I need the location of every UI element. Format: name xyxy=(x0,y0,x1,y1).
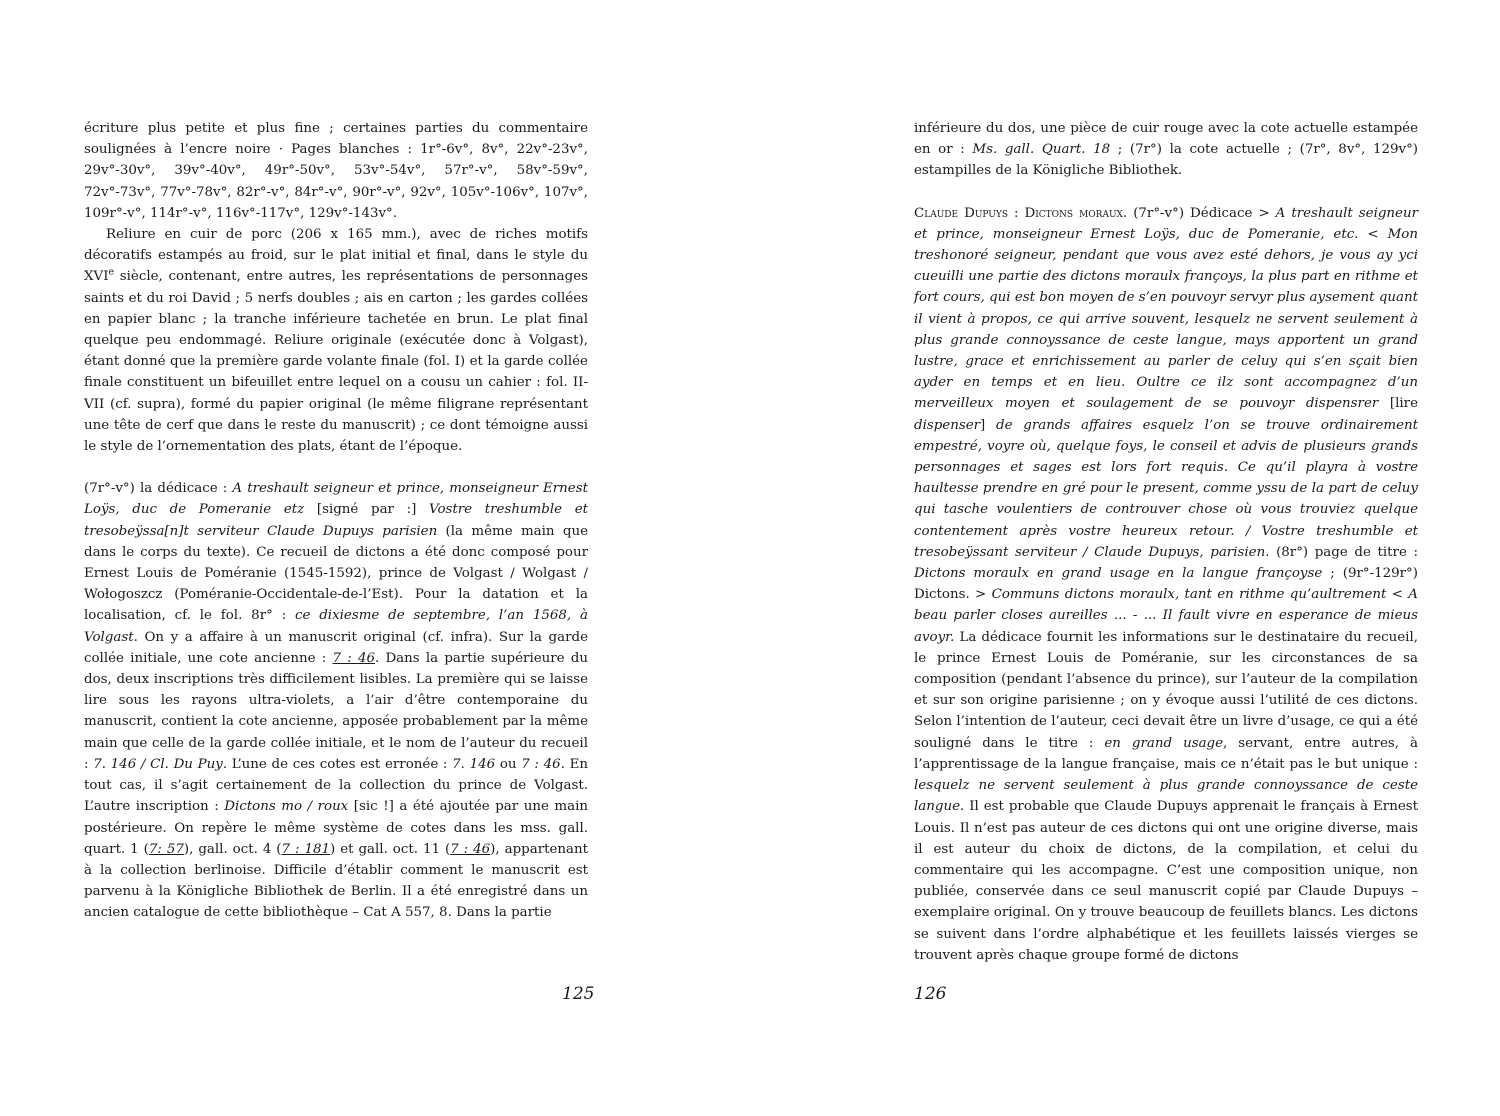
text-run: (7r°-v°) la dédicace : xyxy=(84,481,233,497)
text-run: ; (9r°-129r°) Dictons. xyxy=(914,566,1418,603)
text-run: . Il est probable que Claude Dupuys apprenait le français à Ernest Louis. Il n’est pas auteur de ces dictons qui ont une origine diverse, mais il est auteur du choix de dictons, de la compilation, et celui du commentaire qui les accompagne. C’est une composition unique, non publiée, conservée dans ce seul manuscrit copié par Claude Dupuys – exemplaire original. On y trouve beaucoup de feuillets blancs. Les dictons se suivent dans l’ordre alphabétique et les feuillets laissés vierges se trouvent après chaque groupe formé de dictons xyxy=(914,799,1418,963)
italic-quote: lesquelz ne servent seulement à plus grande connoyssance de ceste langue xyxy=(914,778,1418,815)
text-run: . L’une de ces cotes est erronée : xyxy=(222,756,453,772)
page-number-left: 125 xyxy=(562,984,595,1004)
right-page-body xyxy=(914,118,1418,966)
text-run: ] xyxy=(980,417,997,433)
text-run: . Dans la partie supérieure du dos, deux inscriptions très difficilement lisibles. La première qui se laisse lire sous les rayons ultra-violets, a l’air d’être contemporaine du manuscrit, contient la cote ancienne, apposée probablement par la même main que celle de la garde collée initiale, et le nom de l’auteur du recueil : xyxy=(84,650,589,772)
underlined-shelfmark: 7 : 46 xyxy=(332,650,375,666)
text-run: écriture plus petite et plus fine ; certaines parties du commentaire soulignées à l’encre noire · Pages blanches : 1r°-6v°, 8v°, 22v°-23v°, 29v°-30v°, 39v°-40v°, 49r°-50v°, 53v°-54v°, 57r°-v°, 58v°-59v°, 72v°-73v°, 77v°-78v°, 82r°-v°, 84r°-v°, 90r°-v°, 92v°, 105v°-106v°, 107v°, 109r°-v°, 114r°-v°, 116v°-117v°, 129v°-143v°. xyxy=(84,121,588,221)
text-run: (8r°) page de titre : xyxy=(1269,544,1418,560)
text-run: . On y a affaire à un manuscrit original (cf. infra). Sur la garde collée initiale, une cote ancienne : xyxy=(84,629,588,666)
paragraph-binding xyxy=(84,224,588,457)
text-run: ) et gall. oct. 11 ( xyxy=(330,841,451,857)
text-run: , servant, entre autres, à l’apprentissage de la langue française, mais ce n’était pas le but unique : xyxy=(914,735,1418,772)
italic-quote: ce dixiesme de septembre, l’an 1568, à Volgast xyxy=(84,608,588,645)
section-heading: Claude Dupuys : Dictons moraux. xyxy=(914,205,1128,221)
text-run: inférieure du dos, une pièce de cuir rouge avec la cote actuelle estampée en or : xyxy=(914,121,1418,158)
text-run: Reliure en cuir de porc (206 x 165 mm.), avec de riches motifs décoratifs estampés au froid, sur le plat initial et final, dans le style du XVI xyxy=(84,227,588,285)
italic-quote: 7 : 46 xyxy=(521,756,561,772)
paragraph-shelfmark xyxy=(914,118,1418,182)
text-run: (7r°-v°) Dédicace xyxy=(1127,205,1259,221)
text-run: [sic !] a été ajoutée par une main postérieure. On repère le même système de cotes dans les mss. gall. quart. 1 ( xyxy=(84,799,588,857)
left-page-body xyxy=(84,118,588,924)
underlined-shelfmark: 7: 57 xyxy=(148,841,184,857)
text-run: ou xyxy=(495,756,522,772)
italic-quote: 7. 146 / Cl. Du Puy xyxy=(93,756,223,772)
page-number-right: 126 xyxy=(914,984,947,1004)
superscript: e xyxy=(108,266,115,278)
text-run: ; (7r°) la cote actuelle ; (7r°, 8v°, 129v°) estampilles de la Königliche Bibliothek. xyxy=(914,142,1419,179)
italic-quote: Dictons moraulx en grand usage en la langue françoyse xyxy=(914,566,1323,582)
italic-quote: dispenser xyxy=(914,417,981,433)
underlined-shelfmark: 7 : 46 xyxy=(450,841,491,857)
text-run: La dédicace fournit les informations sur le destinataire du recueil, le prince Ernest Louis de Poméranie, sur les circonstances de sa composition (pendant l’absence du prince), sur l’auteur de la compilation et sur son origine parisienne ; on y évoque aussi l’utilité de ces dictons. Selon l’intention de l’auteur, ceci devait être un livre d’usage, ce qui a été souligné dans le titre : xyxy=(914,629,1418,751)
text-run: . En tout cas, il s’agit certainement de la collection du prince de Volgast. L’autre inscription : xyxy=(84,756,588,815)
italic-quote: en grand usage xyxy=(1104,735,1224,751)
paragraph-content xyxy=(914,203,1418,966)
italic-quote: Dictons mo / roux xyxy=(224,799,349,815)
italic-quote: 7. 146 xyxy=(452,756,496,772)
italic-quote: A treshault seigneur et prince, monseigneur Ernest Loÿs, duc de Pomeranie etz xyxy=(84,481,588,518)
text-run: siècle, contenant, entre autres, les représentations de personnages saints et du roi David ; 5 nerfs doubles ; ais en carton ; les gardes collées en papier blanc ; la tranche inférieure tachetée en brun. Le plat final quelque peu endommagé. Reliure originale (exécutée donc à Volgast), étant donné que la première garde volante finale (fol. I) et la garde collée finale constituent un bifeuillet entre lequel on a cousu un cahier : fol. II-VII (cf. supra), formé du papier original (le même filigrane représentant une tête de cerf que dans le reste du manuscrit) ; ce dont témoigne aussi le style de l’ornementation des plats, étant de l’époque. xyxy=(84,269,588,455)
italic-quote: Vostre treshumble et tresobeÿssa[n]t serviteur Claude Dupuys parisien xyxy=(84,502,588,539)
text-run: (la même main que dans le corps du texte). Ce recueil de dictons a été donc composé pour Ernest Louis de Poméranie (1545-1592), prince de Volgast / Wolgast / Wołogoszcz (Poméranie-Occidentale-de-l’Est). Pour la datation et la localisation, cf. le fol. 8r° : xyxy=(84,523,589,624)
right-page xyxy=(750,0,1500,1116)
text-run: ), appartenant à la collection berlinoise. Difficile d’établir comment le manuscrit est parvenu à la Königliche Bibliothek de Berlin. Il a été enregistré dans un ancien catalogue de cette bibliothèque – Cat A 557, 8. Dans la partie xyxy=(84,841,589,921)
italic-quote: Ms. gall. Quart. 18 xyxy=(972,142,1111,158)
paragraph-blank-pages xyxy=(84,118,588,224)
text-run: ), gall. oct. 4 ( xyxy=(183,841,282,857)
italic-quote: > Communs dictons moraulx, tant en rithme qu’aultrement < A beau parler closes aureilles ... - ... Il fault vivre en esperance de mieus avoyr. xyxy=(914,587,1418,645)
text-run: [lire xyxy=(1378,396,1418,412)
italic-quote: de grands affaires esquelz l’on se trouve ordinairement empestré, voyre où, quelque foys, le conseil et advis de plusieurs grands personnages et sages est lors fort requis. Ce qu’il playra à vostre haultesse prendre en gré pour le present, comme yssu de la part de celuy qui tasche voulentiers de controuver chose où vous trouviez quelque contentement après vostre heureux retour. / Vostre treshumble et tresobeÿssant serviteur / Claude Dupuys, parisien. xyxy=(914,417,1418,560)
text-run: [signé par :] xyxy=(304,502,429,518)
italic-quote: > A treshault seigneur et prince, monseigneur Ernest Loÿs, duc de Pomeranie, etc. < Mon treshonoré seigneur, pendant que vous avez esté dehors, je vous ay yci cueuilli une partie des dictons moraulx françoys, la plus part en rithme et fort cours, qui est bon moyen de s’en pouvoyr servyr plus aysement quant il vient à propos, ce qui arrive souvent, lesquelz ne servent seulement à plus grande connoyssance de ceste langue, mays apportent un grand lustre, grace et enrichissement au parler de celuy qui s’en sçait bien ayder en temps et en lieu. Oultre ce ilz sont accompagnez d’un merveilleux moyen et soulagement de se pouvoyr dispensrer xyxy=(914,205,1419,412)
paragraph-dedication xyxy=(84,478,588,923)
underlined-shelfmark: 7 : 181 xyxy=(281,841,331,857)
